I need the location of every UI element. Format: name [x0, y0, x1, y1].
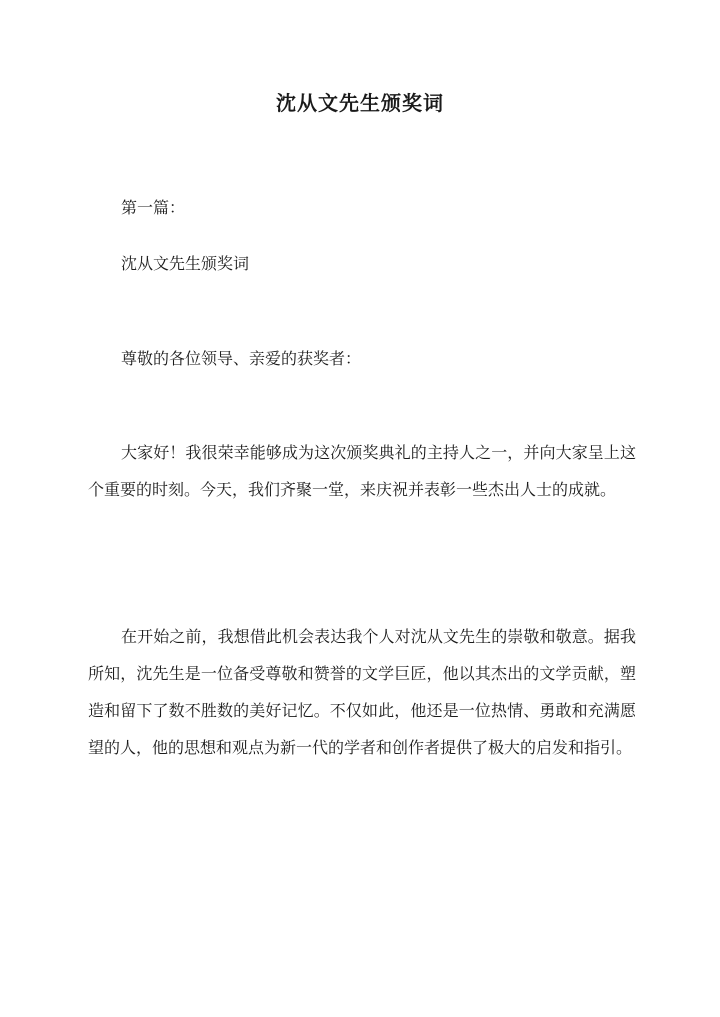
paragraph-2: 在开始之前，我想借此机会表达我个人对沈从文先生的崇敬和敬意。据我所知，沈先生是一位备受尊敬和赞誉的文学巨匠，他以其杰出的文学贡献，塑造和留下了数不胜数的美好记忆。不仅如此，他还是一位热情、勇敢和充满愿望的人，他的思想和观点为新一代的学者和创作者提供了极大的启发和指引。: [88, 627, 636, 757]
salutation: 尊敬的各位领导、亲爱的获奖者：: [121, 349, 362, 368]
section-label: 第一篇：: [121, 198, 186, 217]
document-title: 沈从文先生颁奖词: [276, 91, 444, 115]
paragraph-1: 大家好！我很荣幸能够成为这次颁奖典礼的主持人之一，并向大家呈上这个重要的时刻。今天，我们齐聚一堂，来庆祝并表彰一些杰出人士的成就。: [88, 443, 636, 499]
document-subtitle: 沈从文先生颁奖词: [121, 254, 250, 273]
